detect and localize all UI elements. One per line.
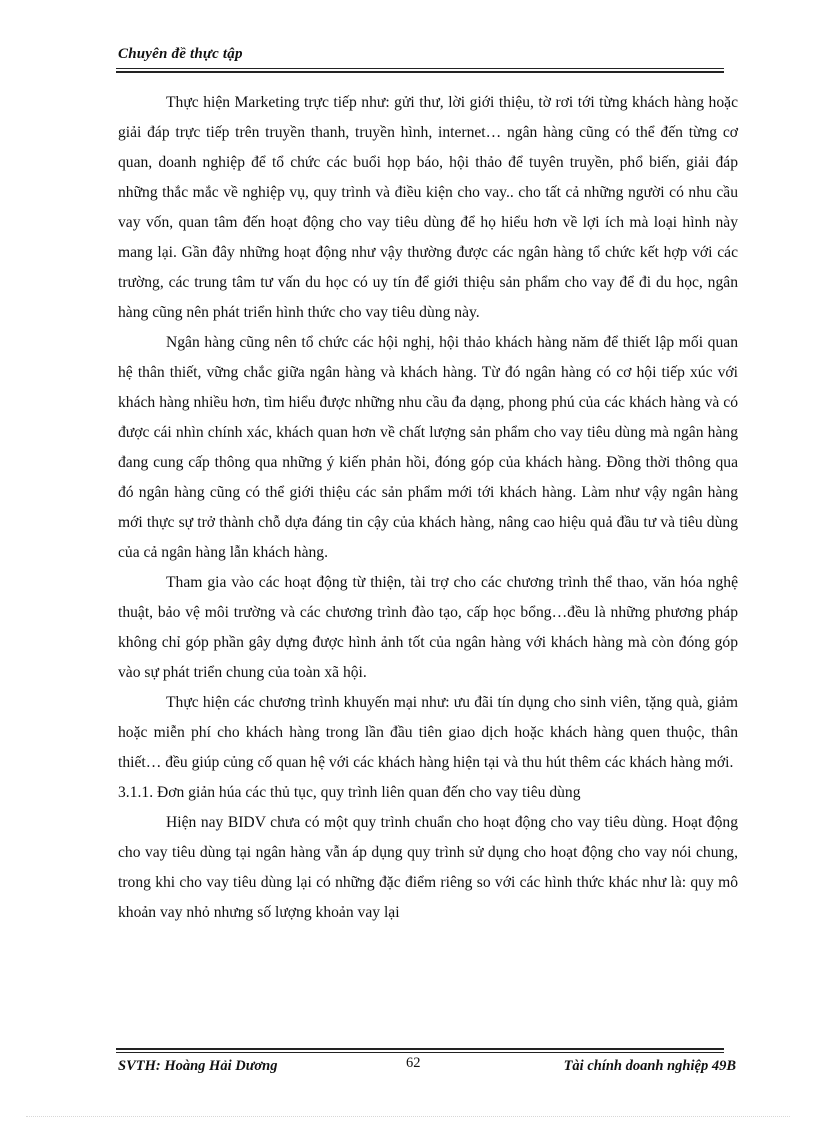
paragraph-promotions: Thực hiện các chương trình khuyến mại như: ưu đãi tín dụng cho sinh viên, tặng quà, giảm hoặc miễn phí cho khách hàng trong lần đầu tiên giao dịch hoặc khách hàng quen thuộc, thân thiết… đều giúp củng cố quan hệ với các khách hàng hiện tại và thu hút thêm các khách hàng mới.	[118, 694, 738, 771]
body-text	[118, 88, 738, 928]
section-heading: 3.1.1. Đơn giản húa các thủ tục, quy trình liên quan đến cho vay tiêu dùng	[118, 784, 581, 801]
footer-rule-bottom	[116, 1052, 724, 1053]
footer-class-name: Tài chính doanh nghiệp 49B	[563, 1058, 736, 1074]
page-bottom-edge	[26, 1116, 790, 1117]
header-rule-bottom	[116, 71, 724, 73]
header-rule-top	[116, 68, 724, 69]
footer-rule-top	[116, 1048, 724, 1050]
paragraph-direct-marketing: Thực hiện Marketing trực tiếp như: gửi thư, lời giới thiệu, tờ rơi tới từng khách hàng hoặc giải đáp trực tiếp trên truyền thanh, truyền hình, internet… ngân hàng cũng có thể đến từng cơ quan, doanh nghiệp để tổ chức các buổi họp báo, hội thảo để tuyên truyền, phổ biến, giải đáp những thắc mắc về nghiệp vụ, quy trình và điều kiện cho vay.. cho tất cả những người có nhu cầu vay vốn, quan tâm đến hoạt động cho vay tiêu dùng để họ hiểu hơn về lợi ích mà loại hình này mang lại. Gần đây những hoạt động như vậy thường được các ngân hàng tổ chức kết hợp với các trường, các trung tâm tư vấn du học có uy tín để giới thiệu sản phẩm cho vay để đi du học, ngân hàng cũng nên phát triển hình thức cho vay tiêu dùng này.	[118, 94, 738, 321]
paragraph-procedures: Hiện nay BIDV chưa có một quy trình chuẩn cho hoạt động cho vay tiêu dùng. Hoạt động cho vay tiêu dùng tại ngân hàng vẫn áp dụng quy trình sử dụng cho hoạt động cho vay nói chung, trong khi cho vay tiêu dùng lại có những đặc điểm riêng so với các hình thức khác như là: quy mô khoản vay nhỏ nhưng số lượng khoản vay lại	[118, 814, 738, 921]
page-number: 62	[406, 1055, 421, 1071]
footer-author: SVTH: Hoàng Hải Dương	[118, 1058, 278, 1074]
running-header-title: Chuyên đề thực tập	[118, 46, 243, 62]
paragraph-conferences: Ngân hàng cũng nên tổ chức các hội nghị, hội thảo khách hàng năm để thiết lập mối quan hệ thân thiết, vững chắc giữa ngân hàng và khách hàng. Từ đó ngân hàng có cơ hội tiếp xúc với khách hàng nhiều hơn, tìm hiểu được những nhu cầu đa dạng, phong phú của các khách hàng và có được cái nhìn chính xác, khách quan hơn về chất lượng sản phẩm cho vay tiêu dùng mà ngân hàng đang cung cấp thông qua những ý kiến phản hồi, đóng góp của khách hàng. Đồng thời thông qua đó ngân hàng cũng có thể giới thiệu các sản phẩm mới tới khách hàng. Làm như vậy ngân hàng mới thực sự trở thành chỗ dựa đáng tin cậy của khách hàng, nâng cao hiệu quả đầu tư và tiêu dùng của cả ngân hàng lẫn khách hàng.	[118, 334, 738, 561]
paragraph-charity: Tham gia vào các hoạt động từ thiện, tài trợ cho các chương trình thể thao, văn hóa nghệ thuật, bảo vệ môi trường và các chương trình đào tạo, cấp học bổng…đều là những phương pháp không chỉ góp phần gây dựng được hình ảnh tốt của ngân hàng với khách hàng mà còn đóng góp vào sự phát triển chung của toàn xã hội.	[118, 574, 738, 681]
